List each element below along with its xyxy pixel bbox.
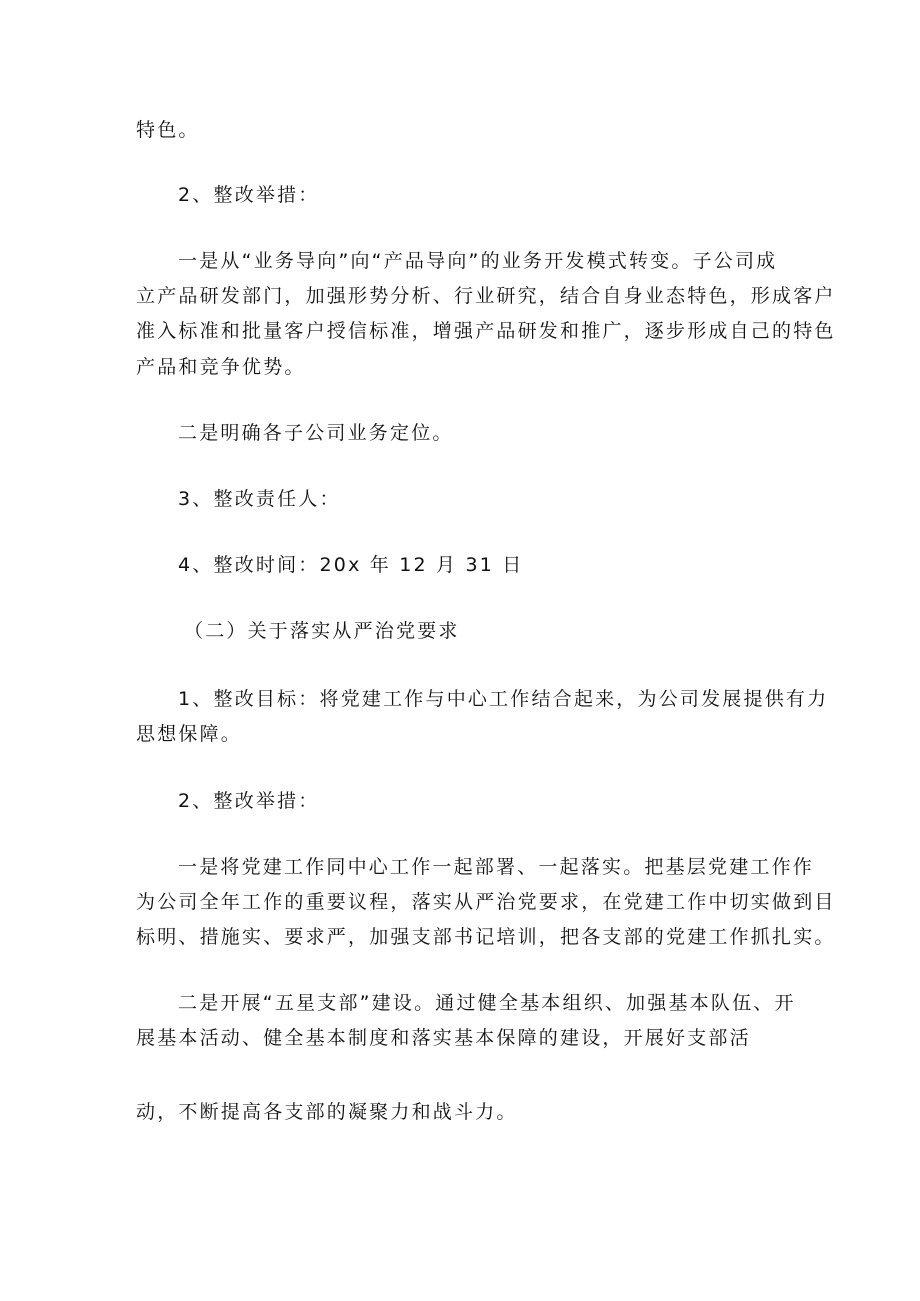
paragraph-line: 思想保障。 (136, 723, 243, 745)
paragraph-line: 一是从“业务导向”向“产品导向”的业务开发模式转变。子公司成 (178, 250, 778, 272)
paragraph-line: 展基本活动、健全基本制度和落实基本保障的建设，开展好支部活 (136, 1027, 751, 1049)
section-heading: 4、整改时间：20x 年 12 月 31 日 (178, 554, 524, 576)
paragraph-line: 二是开展“五星支部”建设。通过健全基本组织、加强基本队伍、开 (178, 992, 796, 1014)
paragraph-line: 动，不断提高各支部的凝聚力和战斗力。 (136, 1101, 518, 1123)
paragraph-line: 立产品研发部门，加强形势分析、行业研究，结合自身业态特色，形成客户 (136, 285, 836, 307)
paragraph-line: 二是明确各子公司业务定位。 (178, 422, 454, 444)
paragraph-line: 一是将党建工作同中心工作一起部署、一起落实。把基层党建工作作 (178, 856, 815, 878)
paragraph-line: 为公司全年工作的重要议程，落实从严治党要求，在党建工作中切实做到目 (136, 891, 836, 913)
section-heading: 2、整改举措： (178, 790, 320, 812)
section-heading: 2、整改举措： (178, 184, 320, 206)
paragraph-line: 准入标准和批量客户授信标准，增强产品研发和推广，逐步形成自己的特色 (136, 320, 836, 342)
paragraph-line: 产品和竞争优势。 (136, 356, 306, 378)
paragraph-line: 特色。 (136, 119, 200, 141)
paragraph-line: 1、整改目标：将党建工作与中心工作结合起来，为公司发展提供有力 (178, 688, 829, 710)
paragraph-line: 标明、措施实、要求严，加强支部书记培训，把各支部的党建工作抓扎实。 (136, 926, 836, 948)
section-heading: 3、整改责任人： (178, 488, 341, 510)
section-title: （二）关于落实从严治党要求 (184, 620, 460, 642)
